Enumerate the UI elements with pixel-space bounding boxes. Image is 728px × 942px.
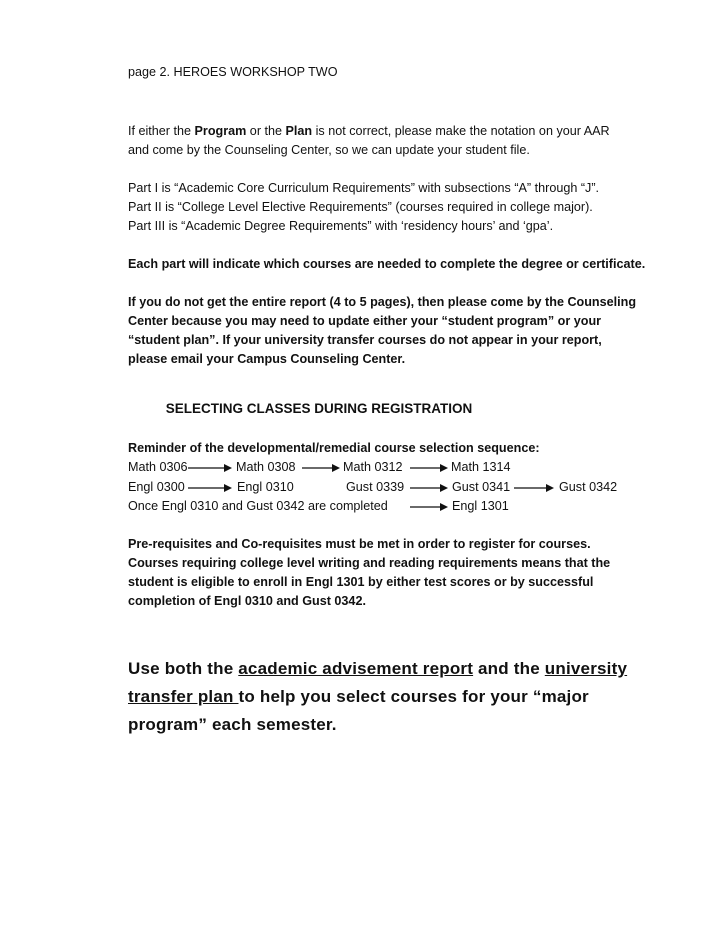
prereq-line-3: student is eligible to enroll in Engl 1301 by either test scores or by successful — [128, 575, 594, 589]
arrow-right-icon — [410, 501, 448, 513]
report-line-2: Center because you may need to update either your “student program” or your — [128, 314, 602, 328]
prereq-line-1: Pre-requisites and Co-requisites must be met in order to register for courses. — [128, 537, 591, 551]
engl-course: Engl 0300 — [128, 480, 185, 494]
text-segment: Use both the — [128, 659, 239, 678]
arrow-right-icon — [410, 482, 448, 494]
program-term: Program — [194, 124, 247, 138]
engl-course: Gust 0342 — [559, 480, 618, 494]
closing-line-1 — [128, 658, 627, 680]
arrow-right-icon — [188, 482, 232, 494]
arrow-right-icon — [302, 462, 340, 474]
report-line-4: please email your Campus Counseling Center. — [128, 352, 406, 366]
prereq-line-4: completion of Engl 0310 and Gust 0342. — [128, 594, 366, 608]
text-segment: If either the — [128, 124, 195, 138]
math-course: Math 0306 — [128, 460, 188, 474]
closing-line-3: program” each semester. — [128, 715, 337, 734]
prereq-line-2: Courses requiring college level writing and reading requirements means that the — [128, 556, 611, 570]
text-segment: is not correct, please make the notation on your AAR — [312, 124, 610, 138]
report-line-3: “student plan”. If your university transfer courses do not appear in your report, — [128, 333, 602, 347]
text-segment: to help you select courses for your “major — [238, 687, 589, 706]
completion-target: Engl 1301 — [452, 499, 509, 513]
engl-course: Gust 0339 — [346, 480, 405, 494]
part-three-line: Part III is “Academic Degree Requirements” with ‘residency hours’ and ‘gpa’. — [128, 219, 554, 233]
sequence-reminder: Reminder of the developmental/remedial course selection sequence: — [128, 441, 540, 455]
engl-course: Engl 0310 — [237, 480, 294, 494]
math-course: Math 0312 — [343, 460, 403, 474]
program-plan-line-1 — [128, 123, 610, 139]
text-segment: or the — [246, 124, 286, 138]
closing-line-2 — [128, 686, 589, 708]
page-header: page 2. HEROES WORKSHOP TWO — [128, 65, 338, 79]
arrow-right-icon — [410, 462, 448, 474]
transfer-plan-term: transfer plan — [128, 687, 239, 706]
program-plan-line-2: and come by the Counseling Center, so we can update your student file. — [128, 143, 530, 157]
section-title — [0, 401, 728, 416]
part-two-line: Part II is “College Level Elective Requirements” (courses required in college major). — [128, 200, 593, 214]
each-part-line: Each part will indicate which courses are needed to complete the degree or certificate. — [128, 257, 646, 271]
advisement-report-term: academic advisement report — [238, 659, 474, 678]
engl-course: Gust 0341 — [452, 480, 511, 494]
arrow-right-icon — [514, 482, 554, 494]
text-segment: and the — [473, 659, 545, 678]
math-course: Math 1314 — [451, 460, 511, 474]
completion-text: Once Engl 0310 and Gust 0342 are completed — [128, 499, 388, 513]
part-one-line: Part I is “Academic Core Curriculum Requirements” with subsections “A” through “J”. — [128, 181, 600, 195]
university-term: university — [544, 659, 628, 678]
section-title-text: SELECTING CLASSES DURING REGISTRATION — [165, 401, 473, 416]
arrow-right-icon — [188, 462, 232, 474]
plan-term: Plan — [285, 124, 313, 138]
math-course: Math 0308 — [236, 460, 296, 474]
report-line-1: If you do not get the entire report (4 to 5 pages), then please come by the Counseling — [128, 295, 637, 309]
